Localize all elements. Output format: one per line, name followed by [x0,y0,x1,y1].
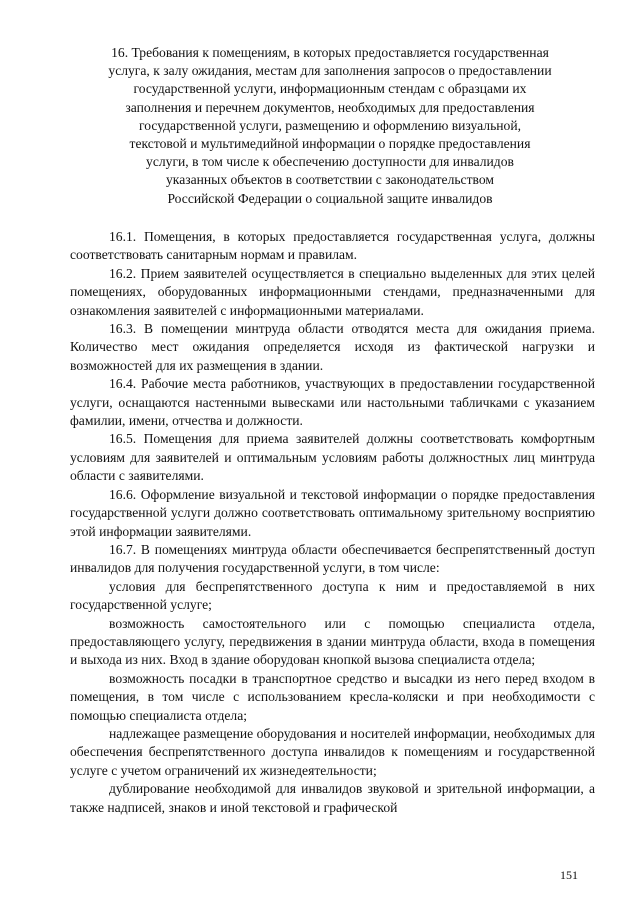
list-item-transport-boarding: возможность посадки в транспортное средство и высадки из него перед входом в помещения, в том числе с использованием кресла-коляски и при необходимости с помощью специалиста отдела; [70,670,595,723]
paragraph-16-4: 16.4. Рабочие места работников, участвующих в предоставлении государственной услуги, оснащаются настенными вывесками или настольными табличками с указанием фамилии, имени, отчества и должности. [70,376,595,429]
heading-line: государственной услуги, информационным стендам с образцами их [133,81,527,97]
heading-line: 16. Требования к помещениям, в которых предоставляется государственная [111,45,549,60]
paragraph-16-2: 16.2. Прием заявителей осуществляется в специально выделенных для этих целей помещениях, оборудованных информационными стендами, предназначенными для ознакомления заявителей с информационными материалами. [70,265,595,318]
list-item-independent-movement: возможность самостоятельного или с помощью специалиста отдела, предоставляющего услугу, передвижения в здании минтруда области, входа в помещения и выхода из них. Вход в здание оборудован кнопкой вызова специалиста отдела; [70,615,595,668]
heading-line: указанных объектов в соответствии с законодательством [166,172,494,188]
paragraph-16-5: 16.5. Помещения для приема заявителей должны соответствовать комфортным условиям для заявителей и оптимальным условиям работы должностных лиц минтруда области с заявителями. [70,431,595,484]
paragraph-16-1: 16.1. Помещения, в которых предоставляется государственная услуга, должны соответствовать санитарным нормам и правилам. [70,229,595,263]
heading-line: заполнения и перечнем документов, необходимых для предоставления [125,99,535,115]
paragraph-16-6: 16.6. Оформление визуальной и текстовой информации о порядке предоставления государственной услуги должно соответствовать оптимальному зрительному восприятию этой информации заявителями. [70,486,595,539]
heading-line: текстовой и мультимедийной информации о порядке предоставления [129,136,531,152]
list-item-equipment-placement: надлежащее размещение оборудования и носителей информации, необходимых для обеспечения беспрепятственного доступа инвалидов к помещениям и государственной услуге с учетом ограничений их жизнедеятельности; [70,725,595,778]
document-body [70,228,595,817]
heading-line: услуги, в том числе к обеспечению доступности для инвалидов [146,154,514,170]
list-item-access-conditions: условия для беспрепятственного доступа к ним и предоставляемой в них государственной услуге; [70,578,595,613]
heading-line: услуга, к залу ожидания, местам для заполнения запросов о предоставлении [108,63,552,79]
paragraph-16-3: 16.3. В помещении минтруда области отводятся места для ожидания приема. Количество мест ожидания определяется исходя из фактической нагрузки и возможностей для их размещения в здании. [70,321,595,373]
paragraph-16-7: 16.7. В помещениях минтруда области обеспечивается беспрепятственный доступ инвалидов для получения государственной услуги, в том числе: [70,541,595,576]
section-heading [70,44,590,208]
heading-line: Российской Федерации о социальной защите инвалидов [167,190,493,206]
list-item-information-duplication: дублирование необходимой для инвалидов звуковой и зрительной информации, а также надписей, знаков и иной текстовой и графической [70,781,595,815]
page-number: 151 [560,868,578,882]
heading-line: государственной услуги, размещению и оформлению визуальной, [138,117,522,133]
